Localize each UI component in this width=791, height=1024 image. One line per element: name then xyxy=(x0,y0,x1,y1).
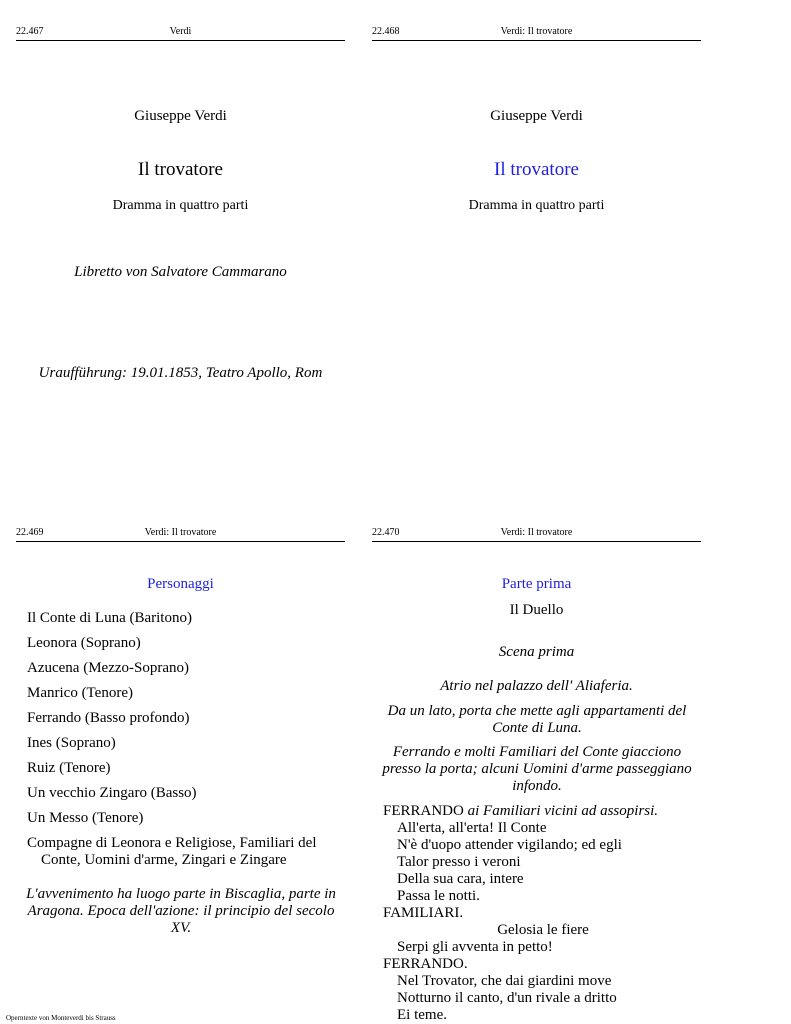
speaker-direction: ai Familiari vicini ad assopirsi. xyxy=(467,803,659,819)
composer-name: Giuseppe Verdi xyxy=(490,108,583,124)
footer-text: Operntexte von Monteverdi bis Strauss xyxy=(6,1014,116,1022)
character-item: Ines (Soprano) xyxy=(27,735,116,751)
page-number: 22.470 xyxy=(372,527,400,538)
composer-name: Giuseppe Verdi xyxy=(134,108,227,124)
header-title: Verdi xyxy=(169,26,192,37)
page-header xyxy=(16,527,345,542)
page-number: 22.468 xyxy=(372,26,400,37)
verse-line: All'erta, all'erta! Il Conte xyxy=(397,820,547,836)
character-item: Compagne di Leonora e Religiose, Familiari del Conte, Uomini d'arme, Zingari e Zingare xyxy=(27,835,317,868)
character-item: Un Messo (Tenore) xyxy=(27,810,144,826)
character-item: Ferrando (Basso profondo) xyxy=(27,710,190,726)
character-item: Ruiz (Tenore) xyxy=(27,760,111,776)
stage-direction: Da un lato, porta che mette agli appartamenti del Conte di Luna. xyxy=(387,703,687,736)
character-item: Il Conte di Luna (Baritono) xyxy=(27,610,192,626)
speaker-name: FAMILIARI. xyxy=(383,905,464,921)
opera-title-link[interactable]: Il trovatore xyxy=(494,159,579,180)
setting-note: L'avvenimento ha luogo parte in Biscaglia, parte in Aragona. Epoca dell'azione: il principio del secolo XV. xyxy=(26,886,336,936)
dialogue-block xyxy=(383,803,703,1024)
character-item: Leonora (Soprano) xyxy=(27,635,141,651)
character-item: Manrico (Tenore) xyxy=(27,685,133,701)
opera-subtitle: Dramma in quattro parti xyxy=(112,198,249,213)
verse-line: Ei teme. xyxy=(397,1007,447,1023)
page-number: 22.469 xyxy=(16,527,44,538)
scene-title: Scena prima xyxy=(498,644,575,660)
part-title: Il Duello xyxy=(509,602,564,618)
verse-line: Passa le notti. xyxy=(397,888,480,904)
character-item: Un vecchio Zingaro (Basso) xyxy=(27,785,197,801)
header-title: Verdi: Il trovatore xyxy=(144,527,217,538)
header-title: Verdi: Il trovatore xyxy=(500,26,573,37)
verse-line: Talor presso i veroni xyxy=(397,854,521,870)
librettist-credit: Libretto von Salvatore Cammarano xyxy=(74,264,287,280)
stage-direction: Ferrando e molti Familiari del Conte giacciono presso la porta; alcuni Uomini d'arme passeggiano infondo. xyxy=(382,744,692,794)
opera-title: Il trovatore xyxy=(138,159,223,180)
speaker-name: FERRANDO. xyxy=(383,956,468,972)
personaggi-heading[interactable]: Personaggi xyxy=(147,576,214,592)
page-number: 22.467 xyxy=(16,26,44,37)
page-header xyxy=(16,26,345,41)
premiere-info: Uraufführung: 19.01.1853, Teatro Apollo, Rom xyxy=(38,365,323,381)
speaker-line xyxy=(383,803,703,820)
header-title: Verdi: Il trovatore xyxy=(500,527,573,538)
verse-line: Serpi gli avventa in petto! xyxy=(397,939,553,955)
opera-subtitle: Dramma in quattro parti xyxy=(468,198,605,213)
character-list xyxy=(27,609,337,869)
verse-line: N'è d'uopo attender vigilando; ed egli xyxy=(397,837,622,853)
page-header xyxy=(372,26,701,41)
character-item: Azucena (Mezzo-Soprano) xyxy=(27,660,190,676)
verse-line: Notturno il canto, d'un rivale a dritto xyxy=(397,990,617,1006)
part-heading[interactable]: Parte prima xyxy=(501,576,572,592)
page-header xyxy=(372,527,701,542)
verse-line: Nel Trovator, che dai giardini move xyxy=(397,973,612,989)
verse-line: Della sua cara, intere xyxy=(397,871,524,887)
scene-place: Atrio nel palazzo dell' Aliaferia. xyxy=(440,678,633,694)
verse-line: Gelosia le fiere xyxy=(497,922,589,938)
speaker-name: FERRANDO xyxy=(383,803,464,819)
